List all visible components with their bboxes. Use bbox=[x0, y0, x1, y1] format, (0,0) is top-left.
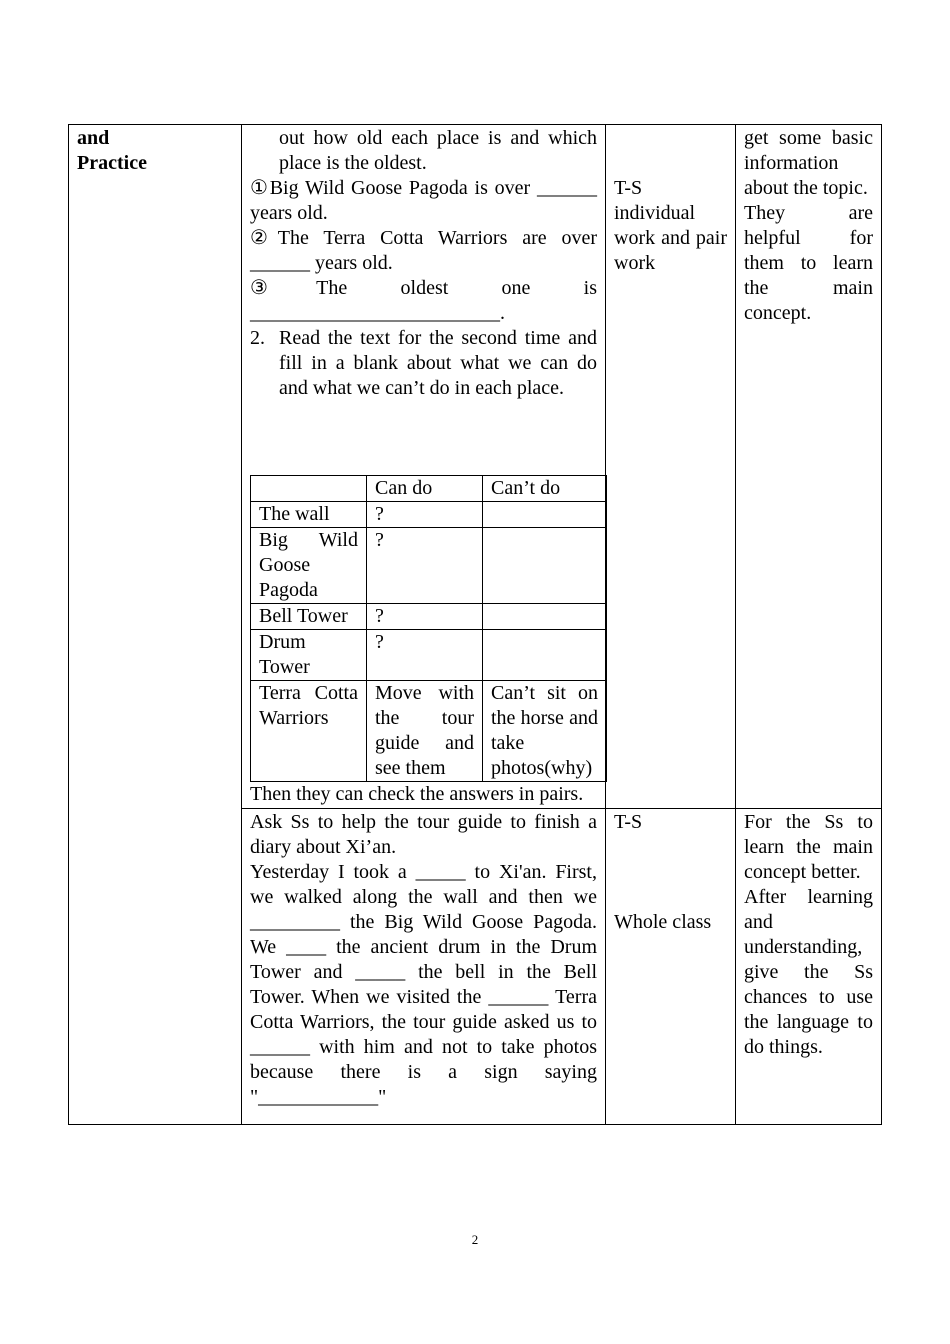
can-do-cell: ? bbox=[367, 502, 483, 528]
purpose-cell bbox=[736, 809, 882, 1125]
header-can-do: Can do bbox=[367, 476, 483, 502]
can-do-cell: ? bbox=[367, 630, 483, 681]
interaction-mode-2: Whole class bbox=[614, 911, 712, 933]
place-cell: Drum Tower bbox=[251, 630, 367, 681]
purpose-text-1: get some basic information about the topic. bbox=[744, 127, 873, 199]
diary-text: Yesterday I took a _____ to Xi'an. First, we walked along the wall and then we _________ the Big Wild Goose Pagoda. We ____ the ancient drum in the Drum Tower and _____ the bell in the Bell Tower. When we visited the ______ Terra Cotta Warriors, the tour guide asked us to ______ with him and not to take photos because there is a sign saying "____________" bbox=[250, 861, 597, 1108]
question-3: ③The oldest one is _________________________. bbox=[250, 277, 597, 324]
purpose-text-2: After learning and understanding, give the Ss chances to use the language to do things. bbox=[744, 886, 873, 1058]
check-answers-note: Then they can check the answers in pairs. bbox=[250, 783, 584, 805]
lesson-plan-table bbox=[68, 124, 882, 1125]
task1-continued: out how old each place is and which place is the oldest. bbox=[279, 127, 597, 174]
task-2-number: 2. bbox=[250, 327, 265, 349]
cant-do-cell bbox=[483, 630, 607, 681]
spacer bbox=[614, 835, 727, 910]
stage-cell bbox=[69, 125, 242, 1125]
can-do-cell: ? bbox=[367, 604, 483, 630]
can-do-table bbox=[250, 475, 607, 782]
place-cell: Bell Tower bbox=[251, 604, 367, 630]
purpose-cell bbox=[736, 125, 882, 809]
header-cant-do: Can’t do bbox=[483, 476, 607, 502]
table-header-row bbox=[251, 476, 607, 502]
table-row bbox=[69, 125, 882, 809]
table-row bbox=[251, 630, 607, 681]
place-cell: Big Wild Goose Pagoda bbox=[251, 528, 367, 604]
activity-cell bbox=[242, 125, 606, 809]
question-2: ②The Terra Cotta Warriors are over ______ years old. bbox=[250, 227, 597, 274]
header-place bbox=[251, 476, 367, 502]
interaction-mode: T-S individual work and pair work bbox=[614, 177, 727, 274]
stage-label-line1: and bbox=[77, 127, 110, 149]
place-cell: The wall bbox=[251, 502, 367, 528]
mode-cell bbox=[606, 809, 736, 1125]
stage-label-line2: Practice bbox=[77, 152, 147, 174]
purpose-text-1: For the Ss to learn the main concept better. bbox=[744, 811, 873, 883]
mode-cell bbox=[606, 125, 736, 809]
cant-do-cell bbox=[483, 604, 607, 630]
place-cell: Terra Cotta Warriors bbox=[251, 681, 367, 782]
can-do-cell: ? bbox=[367, 528, 483, 604]
spacer bbox=[614, 126, 727, 176]
can-do-cell: Move with the tour guide and see them bbox=[367, 681, 483, 782]
interaction-mode-1: T-S bbox=[614, 811, 643, 833]
page-number: 2 bbox=[471, 1232, 479, 1247]
task-2 bbox=[250, 326, 597, 401]
cant-do-cell: Can’t sit on the horse and take photos(why) bbox=[483, 681, 607, 782]
table-row bbox=[251, 604, 607, 630]
question-1: ①Big Wild Goose Pagoda is over ______ years old. bbox=[250, 177, 597, 224]
table-row bbox=[251, 502, 607, 528]
cant-do-cell bbox=[483, 502, 607, 528]
cant-do-cell bbox=[483, 528, 607, 604]
task-2-text: Read the text for the second time and fill in a blank about what we can do and what we can’t do in each place. bbox=[279, 327, 597, 399]
table-row bbox=[251, 528, 607, 604]
diary-task: Ask Ss to help the tour guide to finish a diary about Xi’an. bbox=[250, 811, 597, 858]
purpose-text-2: They are helpful for them to learn the main concept. bbox=[744, 202, 873, 324]
activity-cell bbox=[242, 809, 606, 1125]
table-row bbox=[251, 681, 607, 782]
